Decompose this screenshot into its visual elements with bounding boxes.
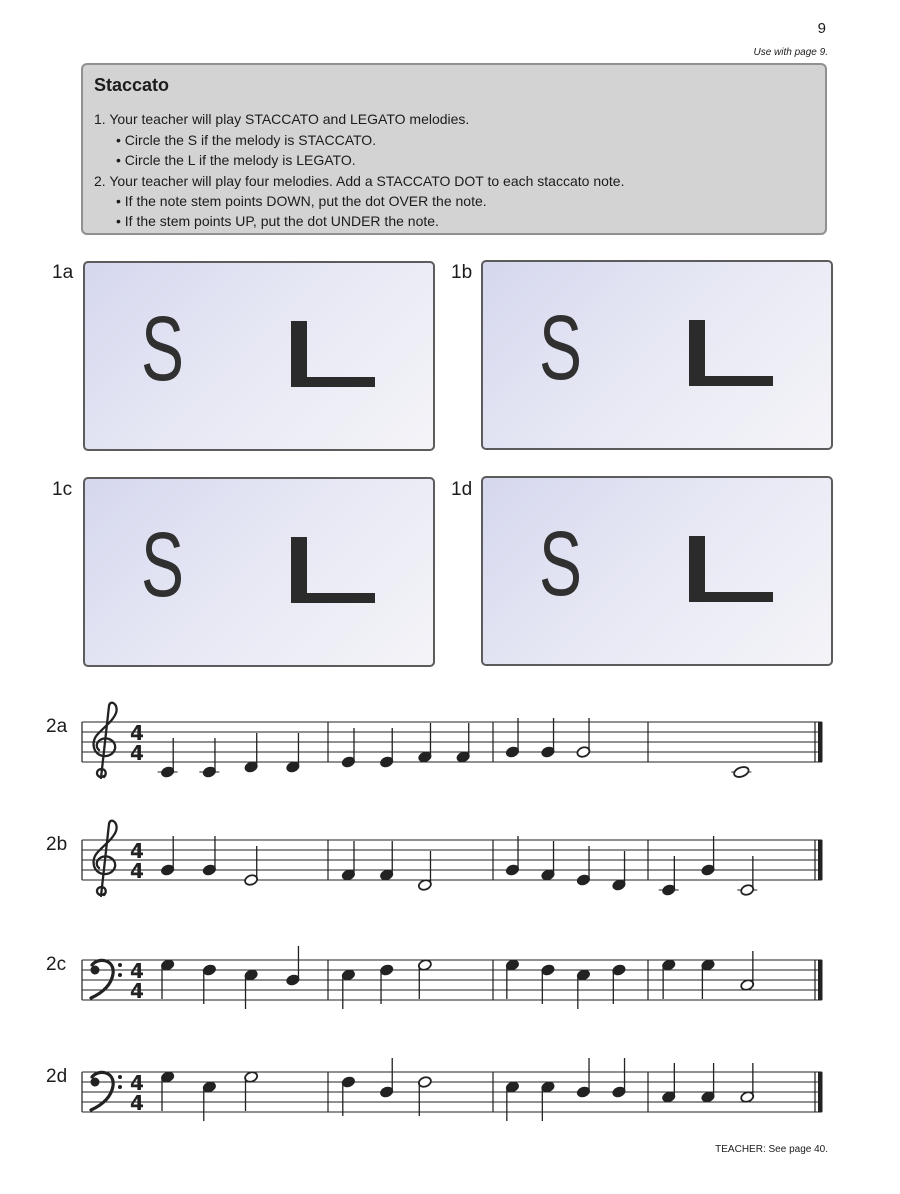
bass-clef-dot <box>118 973 122 977</box>
time-signature-bottom: 4 <box>130 1091 144 1115</box>
use-with-note: Use with page 9. <box>753 47 828 58</box>
time-signature-top: 4 <box>130 1071 144 1095</box>
bass-clef-dot <box>118 963 122 967</box>
note-head <box>733 765 750 779</box>
answer-box-1b <box>481 260 833 450</box>
bass-clef-dot <box>118 1085 122 1089</box>
choice-s[interactable]: S <box>539 297 582 399</box>
instruction-line-6: • If the stem points UP, put the dot UNDER the note. <box>116 213 439 229</box>
final-barline <box>818 1072 823 1112</box>
answer-box-1a <box>83 261 435 451</box>
treble-clef-icon <box>94 703 117 778</box>
time-signature-top: 4 <box>130 839 144 863</box>
choice-l[interactable] <box>689 536 773 602</box>
choice-s[interactable]: S <box>539 513 582 615</box>
bass-clef-dot <box>118 1075 122 1079</box>
choice-l[interactable] <box>291 537 375 603</box>
exercise-label-1b: 1b <box>451 262 473 283</box>
music-staff-2a <box>0 700 900 790</box>
time-signature-top: 4 <box>130 959 144 983</box>
music-staff-2b <box>0 818 900 908</box>
instruction-line-3: • Circle the L if the melody is LEGATO. <box>116 152 356 168</box>
exercise-label-1a: 1a <box>52 262 74 283</box>
time-signature-bottom: 4 <box>130 741 144 765</box>
treble-clef-icon <box>94 821 117 896</box>
exercise-label-2c: 2c <box>46 954 67 975</box>
page-number: 9 <box>817 20 826 37</box>
exercise-label-1c: 1c <box>52 479 73 500</box>
music-staff-2d <box>0 1050 900 1140</box>
bass-clef-icon <box>91 966 100 975</box>
instruction-line-2: • Circle the S if the melody is STACCATO. <box>116 132 377 148</box>
exercise-label-1d: 1d <box>451 479 473 500</box>
choice-s[interactable]: S <box>141 514 184 616</box>
answer-box-1d <box>481 476 833 666</box>
answer-box-1c <box>83 477 435 667</box>
choice-l[interactable] <box>689 320 773 386</box>
time-signature-bottom: 4 <box>130 979 144 1003</box>
exercise-label-2d: 2d <box>46 1066 68 1087</box>
final-barline <box>818 840 823 880</box>
instruction-line-4: 2. Your teacher will play four melodies. Add a STACCATO DOT to each staccato note. <box>94 173 625 189</box>
choice-s[interactable]: S <box>141 298 184 400</box>
teacher-note: TEACHER: See page 40. <box>715 1144 828 1155</box>
instruction-line-5: • If the note stem points DOWN, put the dot OVER the note. <box>116 193 487 209</box>
bass-clef-icon <box>91 1078 100 1087</box>
choice-l[interactable] <box>291 321 375 387</box>
time-signature-bottom: 4 <box>130 859 144 883</box>
final-barline <box>818 722 823 762</box>
instructions-box <box>81 63 827 235</box>
music-staff-2c <box>0 938 900 1028</box>
exercise-label-2a: 2a <box>46 716 68 737</box>
section-title: Staccato <box>94 75 170 95</box>
final-barline <box>818 960 823 1000</box>
time-signature-top: 4 <box>130 721 144 745</box>
exercise-label-2b: 2b <box>46 834 68 855</box>
instruction-line-1: 1. Your teacher will play STACCATO and LEGATO melodies. <box>94 111 470 127</box>
